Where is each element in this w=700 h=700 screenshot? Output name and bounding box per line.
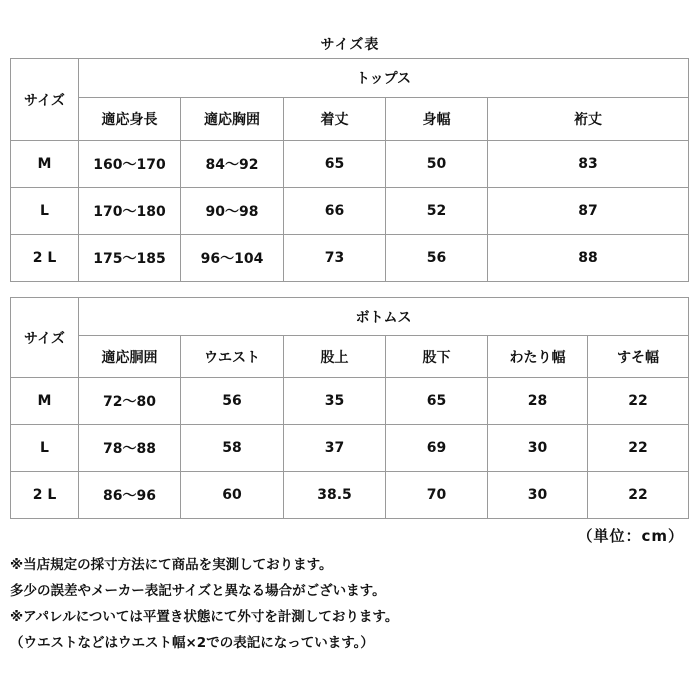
table-cell: 22 bbox=[588, 472, 689, 519]
table-cell: 175〜185 bbox=[79, 235, 181, 282]
size-header: サイズ bbox=[11, 59, 79, 141]
table-cell: 69 bbox=[386, 425, 488, 472]
table-cell: 30 bbox=[488, 425, 588, 472]
table-cell: 84〜92 bbox=[181, 141, 284, 188]
bottoms-group-header: ボトムス bbox=[79, 298, 689, 336]
table-cell: 22 bbox=[588, 425, 689, 472]
column-header: ウエスト bbox=[181, 336, 284, 378]
column-header: 適応身長 bbox=[79, 98, 181, 141]
column-header: 股下 bbox=[386, 336, 488, 378]
table-cell: 70 bbox=[386, 472, 488, 519]
column-header: 身幅 bbox=[386, 98, 488, 141]
column-header: 適応胸囲 bbox=[181, 98, 284, 141]
column-header: すそ幅 bbox=[588, 336, 689, 378]
table-row bbox=[11, 235, 689, 282]
table-row bbox=[11, 425, 689, 472]
table-cell: 56 bbox=[386, 235, 488, 282]
size-label: M bbox=[11, 141, 79, 188]
table-cell: 65 bbox=[386, 378, 488, 425]
table-row bbox=[11, 378, 689, 425]
table-cell: 160〜170 bbox=[79, 141, 181, 188]
table-cell: 72〜80 bbox=[79, 378, 181, 425]
size-label: 2 L bbox=[11, 235, 79, 282]
size-label: L bbox=[11, 425, 79, 472]
table-row bbox=[11, 188, 689, 235]
table-row bbox=[11, 141, 689, 188]
column-header: 適応胴囲 bbox=[79, 336, 181, 378]
unit-label: （単位：cm） bbox=[577, 527, 684, 545]
table-cell: 58 bbox=[181, 425, 284, 472]
table-cell: 35 bbox=[284, 378, 386, 425]
table-cell: 96〜104 bbox=[181, 235, 284, 282]
size-header: サイズ bbox=[11, 298, 79, 378]
notes bbox=[10, 552, 690, 656]
table-cell: 86〜96 bbox=[79, 472, 181, 519]
size-chart-title: サイズ表 bbox=[320, 37, 380, 53]
table-cell: 52 bbox=[386, 188, 488, 235]
note-line: ※当店規定の採寸方法にて商品を実測しております。 bbox=[10, 557, 333, 573]
table-cell: 83 bbox=[488, 141, 689, 188]
table-cell: 78〜88 bbox=[79, 425, 181, 472]
table-cell: 65 bbox=[284, 141, 386, 188]
bottoms-size-table bbox=[10, 297, 689, 519]
table-cell: 87 bbox=[488, 188, 689, 235]
table-cell: 28 bbox=[488, 378, 588, 425]
table-cell: 50 bbox=[386, 141, 488, 188]
column-header: わたり幅 bbox=[488, 336, 588, 378]
table-cell: 170〜180 bbox=[79, 188, 181, 235]
note-line: （ウエストなどはウエスト幅×2での表記になっています。） bbox=[10, 635, 374, 651]
table-cell: 88 bbox=[488, 235, 689, 282]
table-cell: 37 bbox=[284, 425, 386, 472]
note-line: ※アパレルについては平置き状態にて外寸を計測しております。 bbox=[10, 609, 399, 625]
table-cell: 73 bbox=[284, 235, 386, 282]
table-cell: 66 bbox=[284, 188, 386, 235]
table-cell: 90〜98 bbox=[181, 188, 284, 235]
size-label: 2 L bbox=[11, 472, 79, 519]
size-label: L bbox=[11, 188, 79, 235]
tops-group-header: トップス bbox=[79, 59, 689, 98]
column-header: 股上 bbox=[284, 336, 386, 378]
table-cell: 38.5 bbox=[284, 472, 386, 519]
column-header: 裄丈 bbox=[488, 98, 689, 141]
table-cell: 22 bbox=[588, 378, 689, 425]
size-label: M bbox=[11, 378, 79, 425]
note-line: 多少の誤差やメーカー表記サイズと異なる場合がございます。 bbox=[10, 583, 386, 599]
tops-size-table bbox=[10, 58, 689, 282]
table-cell: 60 bbox=[181, 472, 284, 519]
column-header: 着丈 bbox=[284, 98, 386, 141]
table-row bbox=[11, 472, 689, 519]
table-cell: 30 bbox=[488, 472, 588, 519]
table-cell: 56 bbox=[181, 378, 284, 425]
